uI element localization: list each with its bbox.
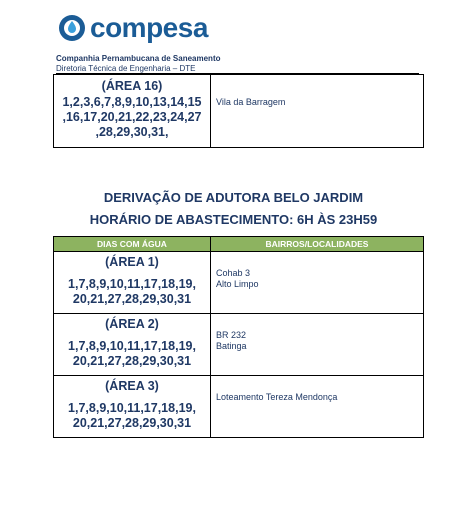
days-list [54, 95, 210, 140]
column-header-days: DIAS COM ÁGUA [54, 237, 211, 252]
table-header-row [54, 237, 424, 252]
localities-cell [211, 75, 424, 148]
days-cell [54, 252, 211, 314]
days-cell [54, 376, 211, 438]
table-row [54, 252, 424, 314]
locality: Batinga [216, 341, 247, 351]
table-row [54, 314, 424, 376]
section-title: DERIVAÇÃO DE ADUTORA BELO JARDIM [103, 190, 364, 205]
directorate-name: Diretoria Técnica de Engenharia – DTE [56, 64, 196, 73]
locality: Vila da Barragem [216, 97, 286, 107]
localities-cell [211, 376, 424, 438]
days-line: 1,2,3,6,7,8,9,10,13,14,15 [62, 95, 202, 109]
days-line: 20,21,27,28,29,30,31 [72, 416, 192, 430]
locality: Cohab 3 [216, 268, 251, 278]
locality: Loteamento Tereza Mendonça [216, 392, 338, 402]
days-cell [54, 314, 211, 376]
localities-cell [211, 252, 424, 314]
area-title: (ÁREA 3) [105, 379, 159, 393]
locality: BR 232 [216, 330, 247, 340]
area-title: (ÁREA 2) [105, 317, 159, 331]
localities-cell [211, 314, 424, 376]
water-drop-logo-icon [58, 14, 86, 42]
table-row [54, 75, 424, 148]
days-list [54, 401, 210, 431]
days-line: ,16,17,20,21,22,23,24,27 [62, 110, 202, 124]
days-cell [54, 75, 211, 148]
company-name: Companhia Pernambucana de Saneamento [56, 54, 221, 63]
days-line: 1,7,8,9,10,11,17,18,19, [68, 339, 196, 353]
days-line: 20,21,27,28,29,30,31 [72, 292, 192, 306]
days-list [54, 277, 210, 307]
column-header-localities: BAIRROS/LOCALIDADES [211, 237, 424, 252]
table-row [54, 376, 424, 438]
days-line: ,28,29,30,31, [95, 125, 169, 139]
supply-schedule-table [53, 236, 424, 438]
days-line: 1,7,8,9,10,11,17,18,19, [68, 401, 196, 415]
area-16-table [53, 74, 424, 148]
area-title: (ÁREA 16) [101, 79, 163, 93]
area-title: (ÁREA 1) [105, 255, 159, 269]
days-list [54, 339, 210, 369]
schedule-title: HORÁRIO DE ABASTECIMENTO: 6H ÀS 23H59 [89, 212, 378, 227]
logo-text: compesa [90, 12, 208, 43]
days-line: 1,7,8,9,10,11,17,18,19, [68, 277, 196, 291]
locality: Alto Limpo [216, 279, 259, 289]
compesa-logo [58, 8, 238, 48]
days-line: 20,21,27,28,29,30,31 [72, 354, 192, 368]
